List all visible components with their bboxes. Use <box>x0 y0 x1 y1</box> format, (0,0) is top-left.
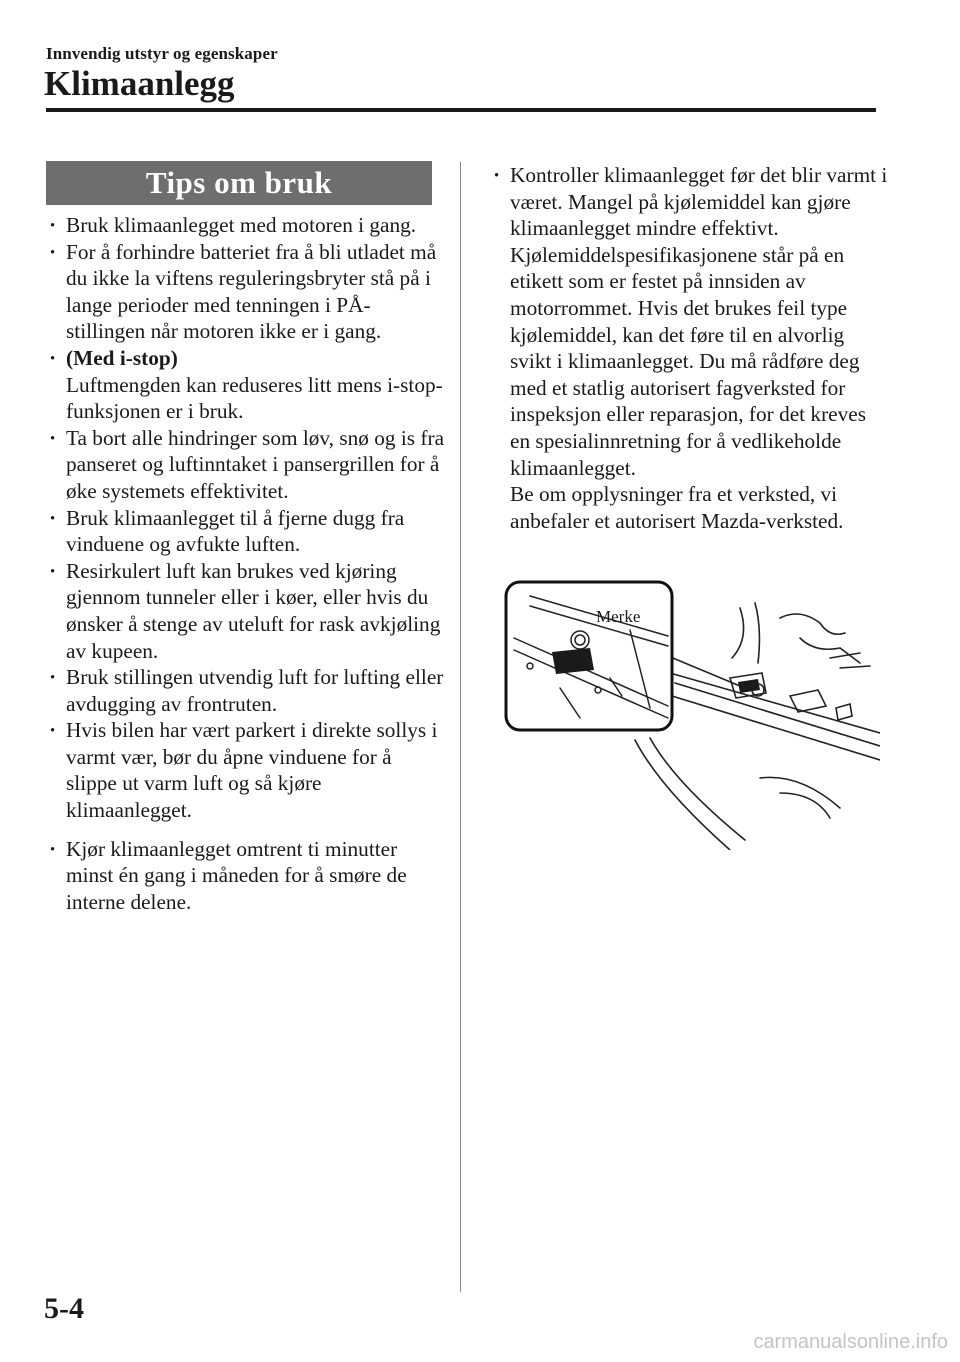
list-item: · Resirkulert luft kan brukes ved kjøring gjennom tunneler eller i køer, eller hvis du ønsker å stenge av uteluft for rask avkjøling av kupeen. <box>46 558 446 664</box>
list-item: · Ta bort alle hindringer som løv, snø og is fra panseret og luftinntaket i pansergrillen for å øke systemets effektivitet. <box>46 425 446 505</box>
list-item: · Kontroller klimaanlegget før det blir varmt i været. Mangel på kjølemiddel kan gjøre klimaanlegget mindre effektivt. Kjølemiddelspesifikasjonene står på en etikett som er festet på innsiden av motorrommet. Hvis det brukes feil type kjølemiddel, kan det føre til en alvorlig svikt i klimaanlegget. Du må rådføre deg med et statlig autorisert fagverksted for inspeksjon eller reparasjon, for det kreves en spesialinnretning for å vedlikeholde klimaanlegget. Be om opplysninger fra et verksted, vi anbefaler et autorisert Mazda-verksted. <box>490 162 890 534</box>
list-item: · Hvis bilen har vært parkert i direkte sollys i varmt vær, bør du åpne vinduene for å slippe ut varm luft og så kjøre klimaanlegget. <box>46 717 446 823</box>
figure-label: Merke <box>596 607 641 626</box>
list-item: · Bruk klimaanlegget til å fjerne dugg fra vinduene og avfukte luften. <box>46 505 446 558</box>
page-number: 5-4 <box>44 1292 84 1325</box>
tips-list <box>46 212 446 915</box>
list-item: · (Med i-stop) Luftmengden kan reduseres litt mens i-stop-funksjonen er i bruk. <box>46 345 446 425</box>
page-title: Klimaanlegg <box>44 64 235 103</box>
section-header: Innvendig utstyr og egenskaper <box>46 44 278 63</box>
list-item: · Bruk klimaanlegget med motoren i gang. <box>46 212 446 239</box>
list-item: · For å forhindre batteriet fra å bli utladet må du ikke la viftens reguleringsbryter stå på i lange perioder med tenningen i PÅ-stillingen når motoren ikke er i gang. <box>46 239 446 345</box>
list-item: · Bruk stillingen utvendig luft for lufting eller avdugging av frontruten. <box>46 664 446 717</box>
list-item: · Kjør klimaanlegget omtrent ti minutter minst én gang i måneden for å smøre de interne delene. <box>46 836 446 916</box>
watermark: carmanualsonline.info <box>753 1331 948 1353</box>
section-title: Tips om bruk <box>46 161 432 205</box>
engine-bay-label-illustration <box>500 578 880 850</box>
list-item-heading: · (Med i-stop) <box>66 345 178 370</box>
refrigerant-list <box>490 162 890 534</box>
column-divider <box>460 162 461 1292</box>
header-rule <box>46 108 876 112</box>
